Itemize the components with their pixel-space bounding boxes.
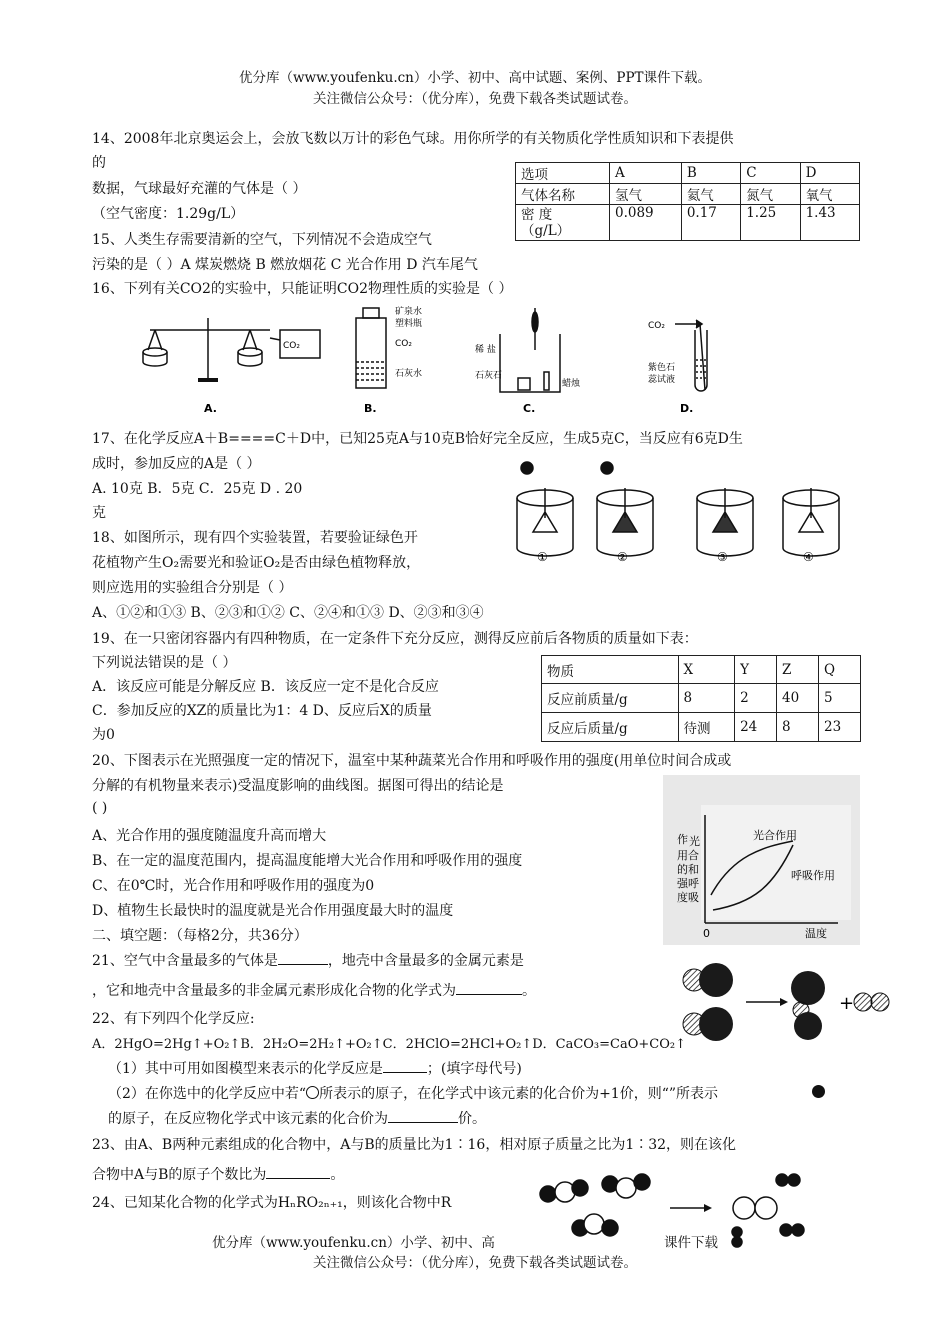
q23-blank[interactable] [266, 1164, 330, 1179]
q19-line3: A．该反应可能是分解反应 B．该反应一定不是化合反应 [92, 679, 439, 695]
q15-line2: 污染的是（ ）A 煤炭燃烧 B 燃放烟花 C 光合作用 D 汽车尾气 [92, 257, 478, 273]
q22-model-figure [676, 962, 936, 1042]
q16-fig-b-label1: 矿泉水 [395, 307, 423, 317]
q22-text-4b: 所表示的原子，在化学式中该元素的化合价为+1价，则“ [319, 1086, 669, 1102]
q19-mass-table [541, 655, 861, 742]
q22-line3 [108, 1058, 522, 1078]
q17-line2: 成时，参加反应的A是（ ） [92, 456, 261, 472]
q24-product-molecules [732, 1174, 804, 1247]
q19-before-y: 2 [735, 684, 777, 713]
page-header-line2: 关注微信公众号：（优分库），免费下载各类试题试卷。 [313, 91, 637, 107]
q23-text-a: 合物中A与B的原子个数比为 [92, 1167, 267, 1183]
q20-ylabel-1: 光 [689, 835, 700, 848]
q19-after-x: 待测 [678, 713, 735, 742]
page-footer-line2: 关注微信公众号：（优分库），免费下载各类试题试卷。 [313, 1255, 637, 1271]
q22-line2: A．2HgO=2Hg↑+O₂↑B．2H₂O=2H₂↑+O₂↑C．2HClO=2HCl+O₂↑D．CaCO₃=CaO+CO₂↑ [92, 1037, 686, 1052]
q17-line4: 克 [92, 505, 106, 521]
q18-line4: A、①②和①③ B、②③和①② C、②④和①③ D、②③和③④ [92, 605, 484, 621]
q22-text-5b: 价。 [458, 1111, 486, 1127]
q14-names-label: 气体名称 [516, 184, 610, 205]
q14-density-c: 1.25 [741, 205, 800, 241]
q14-name-d: 氧气 [800, 184, 859, 205]
q18-fig-label-4: ④ [803, 550, 814, 564]
q20-ylabel-4: 强呼 [677, 877, 699, 890]
q18-fig-label-2: ② [617, 550, 628, 564]
q20-ylabel-5: 度吸 [677, 891, 699, 904]
q20-line2: 分解的有机物量来表示)受温度影响的曲线图。据图可得出的结论是 [92, 778, 504, 794]
q14-line2: 的 [92, 155, 106, 171]
q20-ylabel-2: 用合 [677, 849, 699, 862]
q19-line5: 为0 [92, 727, 115, 743]
q22-text-4a: （2）在你选中的化学反应中若“ [108, 1086, 307, 1102]
section2-title: 二、填空题：（每格2分，共36分） [92, 928, 308, 944]
q14-th-option: 选项 [516, 163, 610, 184]
q14-th-c: C [741, 163, 800, 184]
q16-fig-d-testtube [675, 320, 707, 391]
q14-th-d: D [800, 163, 859, 184]
q19-before-x: 8 [678, 684, 735, 713]
q22-blank-1[interactable] [383, 1058, 427, 1073]
page-footer-line1: 优分库（www.youfenku.cn）小学、初中、高 [212, 1235, 495, 1251]
q18-fig-label-1: ① [537, 550, 548, 564]
q19-line4: C．参加反应的XZ的质量比为1：4 D、反应后X的质量 [92, 703, 432, 719]
q18-apparatus-1 [517, 462, 573, 556]
q21-text-b: ，地壳中含量最多的金属元素是 [327, 953, 524, 969]
q16-fig-a-co2: CO₂ [283, 341, 300, 351]
page-footer-line1-end: 课件下载 [664, 1235, 718, 1251]
q16-fig-b-bottle [356, 308, 386, 388]
q16-fig-b-limewater: 石灰水 [395, 369, 423, 379]
q21-blank-2[interactable] [456, 980, 522, 995]
q22-line5 [108, 1108, 486, 1128]
q22-plus-icon: + [839, 993, 855, 1014]
q18-apparatus-3 [697, 488, 753, 556]
q14-line4: （空气密度：1.29g/L） [92, 206, 245, 222]
q19-after-q: 23 [818, 713, 860, 742]
q16-fig-d-litmus1: 紫色石 [648, 363, 676, 373]
q14-density-d: 1.43 [800, 205, 859, 241]
q20-line7: D、植物生长最快时的温度就是光合作用强度最大时的温度 [92, 903, 454, 919]
q20-origin: 0 [703, 927, 710, 940]
q15-line1: 15、人类生存需要清新的空气，下列情况不会造成空气 [92, 232, 432, 248]
q20-line1: 20、下图表示在光照强度一定的情况下，温室中某种蔬菜光合作用和呼吸作用的强度(用单位时间合成或 [92, 753, 732, 769]
q20-photo-label: 光合作用 [753, 829, 797, 842]
q20-line5: B、在一定的温度范围内，提高温度能增大光合作用和呼吸作用的强度 [92, 853, 523, 869]
q18-apparatus-4 [783, 488, 839, 556]
q22-hollow-atom-icon [306, 1086, 319, 1099]
q14-density-label-a: 密 度 [521, 206, 553, 223]
q19-line2: 下列说法错误的是（ ） [92, 655, 237, 671]
q18-fig-label-3: ③ [717, 550, 728, 564]
q19-th-q: Q [818, 656, 860, 684]
q14-density-b: 0.17 [681, 205, 740, 241]
q19-th-x: X [678, 656, 735, 684]
q16-line1: 16、下列有关CO2的实验中，只能证明CO2物理性质的实验是（ ） [92, 281, 513, 297]
q19-after-y: 24 [735, 713, 777, 742]
q21-text-c: ，它和地壳中含量最多的非金属元素形成化合物的化学式为 [92, 983, 456, 999]
q21-line2 [92, 980, 536, 1000]
q16-fig-label-c: C. [523, 402, 536, 415]
q22-text-3b: ；(填字母代号) [426, 1061, 522, 1077]
q23-line1: 23、由A、B两种元素组成的化合物中，A与B的质量比为1∶16，相对原子质量之比为1∶32，则在该化 [92, 1137, 737, 1153]
q14-line1: 14、2008年北京奥运会上，会放飞数以万计的彩色气球。用你所学的有关物质化学性质知识和下表提供 [92, 131, 734, 147]
q14-name-a: 氢气 [610, 184, 682, 205]
q24-line1: 24、已知某化合物的化学式为HₙRO₂ₙ₊₁，则该化合物中R [92, 1195, 452, 1211]
q16-fig-b-co2: CO₂ [395, 339, 412, 349]
q16-fig-b-label2: 塑料瓶 [395, 319, 423, 329]
q14-name-b: 氦气 [681, 184, 740, 205]
q14-gas-table [515, 162, 860, 241]
q14-th-a: A [610, 163, 682, 184]
q19-before-q: 5 [818, 684, 860, 713]
q16-fig-c-limestone: 石灰石 [475, 371, 503, 381]
q19-before-z: 40 [777, 684, 819, 713]
q20-resp-label: 呼吸作用 [791, 869, 835, 882]
q19-th-z: Z [777, 656, 819, 684]
q21-blank-1[interactable] [278, 950, 328, 965]
q18-line2: 花植物产生O₂需要光和验证O₂是否由绿色植物释放， [92, 555, 421, 571]
q20-ylabel-0: 作 [677, 833, 688, 846]
q22-text-4c: ”所表示 [668, 1086, 719, 1102]
page-header-line1: 优分库（www.youfenku.cn）小学、初中、高中试题、案例、PPT课件下载。 [238, 70, 712, 86]
q22-line4 [108, 1083, 718, 1103]
q19-before-label: 反应前质量/g [542, 684, 679, 713]
q16-fig-c-acid: 稀 盐 [475, 345, 496, 355]
q20-line6: C、在0℃时，光合作用和呼吸作用的强度为0 [92, 878, 375, 894]
q16-figure [130, 300, 730, 418]
q20-line3: ( ) [92, 800, 108, 816]
q20-ylabel-3: 的和 [677, 863, 699, 876]
q21-text-a: 21、空气中含量最多的气体是 [92, 953, 278, 969]
q22-solid-atom-icon [812, 1085, 825, 1098]
q23-line2 [92, 1164, 344, 1184]
q19-after-label: 反应后质量/g [542, 713, 679, 742]
q18-apparatus-2 [597, 462, 653, 556]
q16-fig-label-a: A. [204, 402, 217, 415]
q21-text-d: 。 [522, 983, 536, 999]
q17-line3: A. 10克 B．5克 C．25克 D . 20 [92, 481, 303, 497]
q14-density-a: 0.089 [610, 205, 682, 241]
q16-fig-label-b: B. [364, 402, 377, 415]
q21-line1 [92, 950, 524, 970]
q22-text-3a: （1）其中可用如图模型来表示的化学反应是 [108, 1061, 383, 1077]
q23-text-b: 。 [330, 1167, 345, 1183]
q16-fig-label-d: D. [680, 402, 694, 415]
q17-line1: 17、在化学反应A＋B====C＋D中，已知25克A与10克B恰好完全反应，生成5克C，当反应有6克D生 [92, 431, 743, 447]
q22-text-5a: 的原子，在反应物化学式中该元素的化合价为 [108, 1111, 388, 1127]
q18-line3: 则应选用的实验组合分别是（ ） [92, 580, 293, 596]
q20-graph [663, 775, 860, 945]
q18-figure [505, 458, 855, 568]
q18-line1: 18、如图所示，现有四个实验装置，若要验证绿色开 [92, 530, 418, 546]
q16-fig-c-candle: 蜡烛 [562, 379, 581, 389]
q22-line1: 22、有下列四个化学反应: [92, 1011, 255, 1027]
q16-fig-d-litmus2: 蕊试液 [648, 375, 676, 385]
q22-blank-2[interactable] [388, 1108, 458, 1123]
q24-reactant-molecules [540, 1174, 650, 1236]
q20-line4: A、光合作用的强度随温度升高而增大 [92, 828, 327, 844]
q19-th-substance: 物质 [542, 656, 679, 684]
q19-line1: 19、在一只密闭容器内有四种物质，在一定条件下充分反应，测得反应前后各物质的质量如下表： [92, 631, 698, 647]
q14-line3: 数据，气球最好充灌的气体是（ ） [92, 181, 307, 197]
q19-th-y: Y [735, 656, 777, 684]
q20-xlabel: 温度 [805, 927, 827, 940]
q19-after-z: 8 [777, 713, 819, 742]
q16-fig-c-beaker [500, 308, 560, 392]
q14-th-b: B [681, 163, 740, 184]
q14-name-c: 氮气 [741, 184, 800, 205]
q14-density-label-b: （g/L） [521, 222, 571, 239]
q16-fig-d-co2: CO₂ [648, 321, 665, 331]
